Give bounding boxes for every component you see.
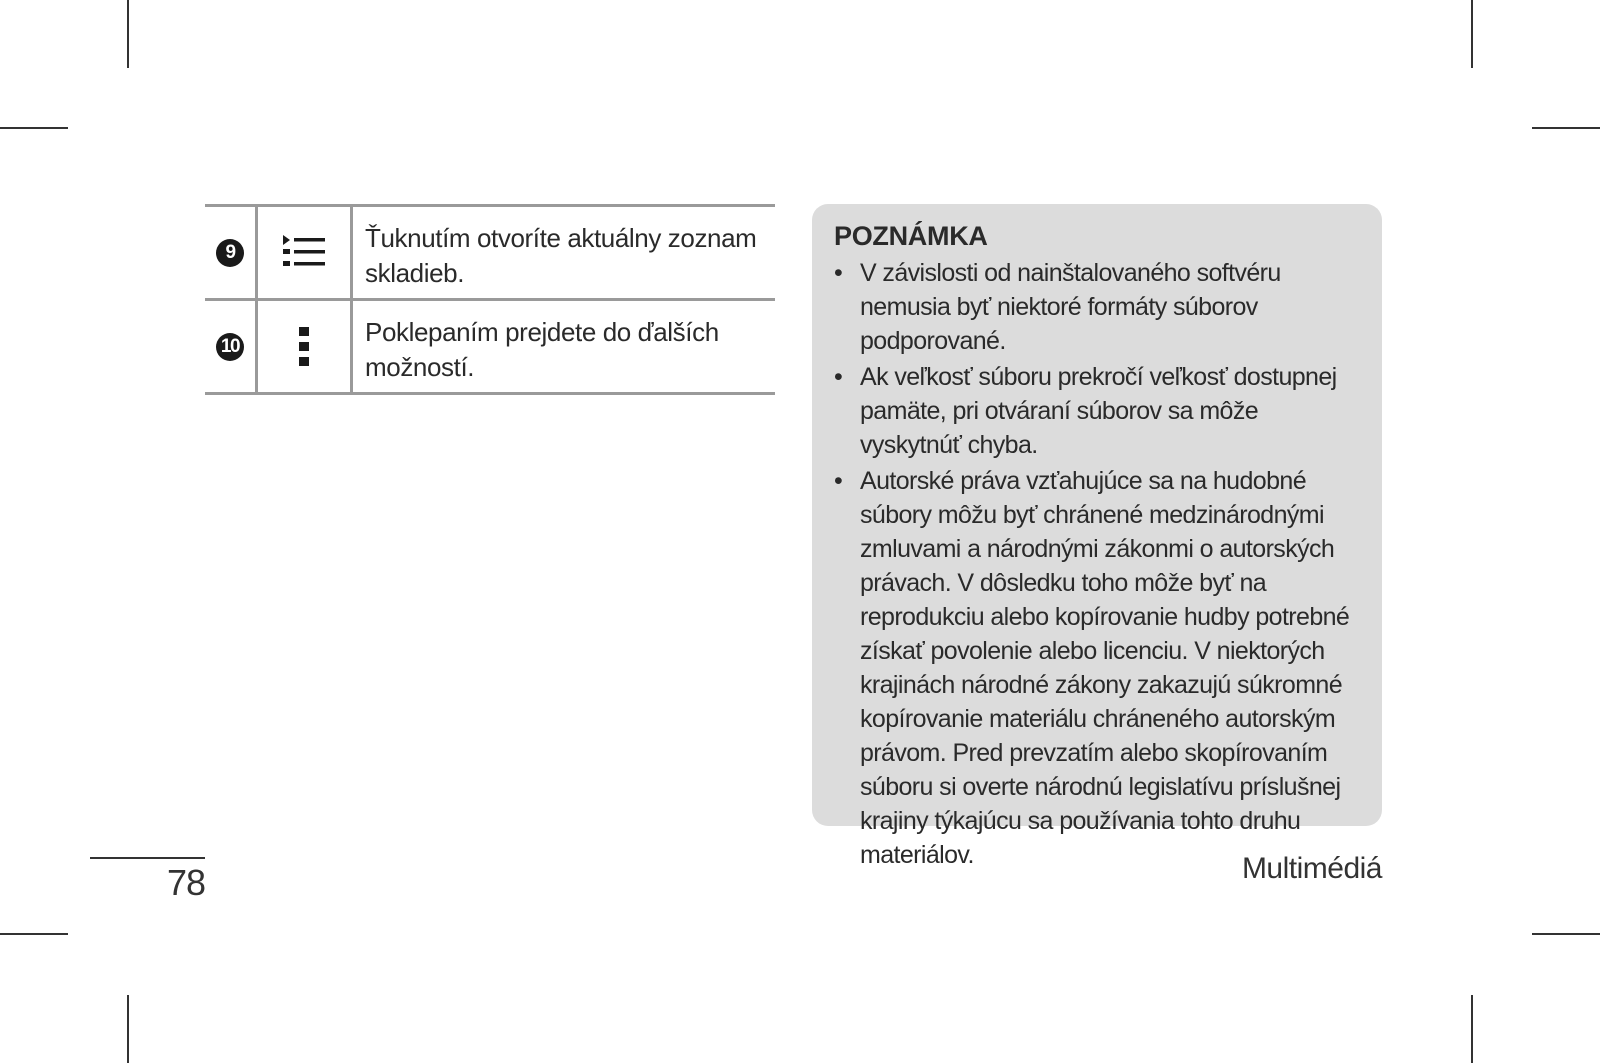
note-item-text: V závislosti od nainštalovaného softvéru nemusia byť niektoré formáty súborov podporované. (860, 259, 1281, 355)
row-icon-cell (258, 207, 353, 298)
bullet-icon: • (834, 259, 843, 287)
note-item (834, 256, 1364, 358)
controls-table (205, 204, 775, 395)
crop-mark (1532, 127, 1600, 129)
note-item-text: Autorské práva vzťahujúce sa na hudobné súbory môžu byť chránené medzinárodnými zmluvami a národnými zákonmi o autorských právach. V dôsledku toho môže byť na reprodukciu alebo kopírovanie hudby potrebné získať povolenie alebo licenciu. V niektorých krajinách národné zákony zakazujú súkromné kopírovanie materiálu chráneného autorským právom. Pred prevzatím alebo skopírovaním súboru si overte národnú legislatívu príslušnej krajiny týkajúcu sa používania tohto druhu materiálov. (860, 467, 1350, 869)
row-description: Poklepaním prejdete do ďalších možností. (365, 317, 719, 382)
playlist-icon (281, 233, 327, 273)
note-item (834, 464, 1364, 872)
page-number: 78 (166, 862, 205, 903)
crop-mark (127, 995, 129, 1063)
crop-mark (0, 933, 68, 935)
note-item (834, 360, 1364, 462)
more-options-icon (297, 326, 311, 368)
row-number-cell (205, 207, 258, 298)
crop-mark (0, 127, 68, 129)
table-row (205, 204, 775, 298)
row-description: Ťuknutím otvoríte aktuálny zoznam skladieb. (365, 223, 757, 288)
note-list (834, 256, 1364, 872)
crop-mark (1471, 0, 1473, 68)
row-number-cell (205, 301, 258, 392)
bullet-icon: • (834, 363, 843, 391)
crop-mark (1532, 933, 1600, 935)
crop-mark (1471, 995, 1473, 1063)
bullet-icon: • (834, 467, 843, 495)
row-icon-cell (258, 301, 353, 392)
footer-rule (90, 857, 205, 859)
note-item-text: Ak veľkosť súboru prekročí veľkosť dostupnej pamäte, pri otváraní súborov sa môže vyskytnúť chyba. (860, 363, 1337, 459)
crop-mark (127, 0, 129, 68)
section-title: Multimédiá (1241, 852, 1382, 885)
note-title: POZNÁMKA (834, 221, 988, 251)
row-number-badge: 10 (216, 333, 244, 361)
table-row (205, 298, 775, 395)
row-number-badge: 9 (216, 239, 244, 267)
